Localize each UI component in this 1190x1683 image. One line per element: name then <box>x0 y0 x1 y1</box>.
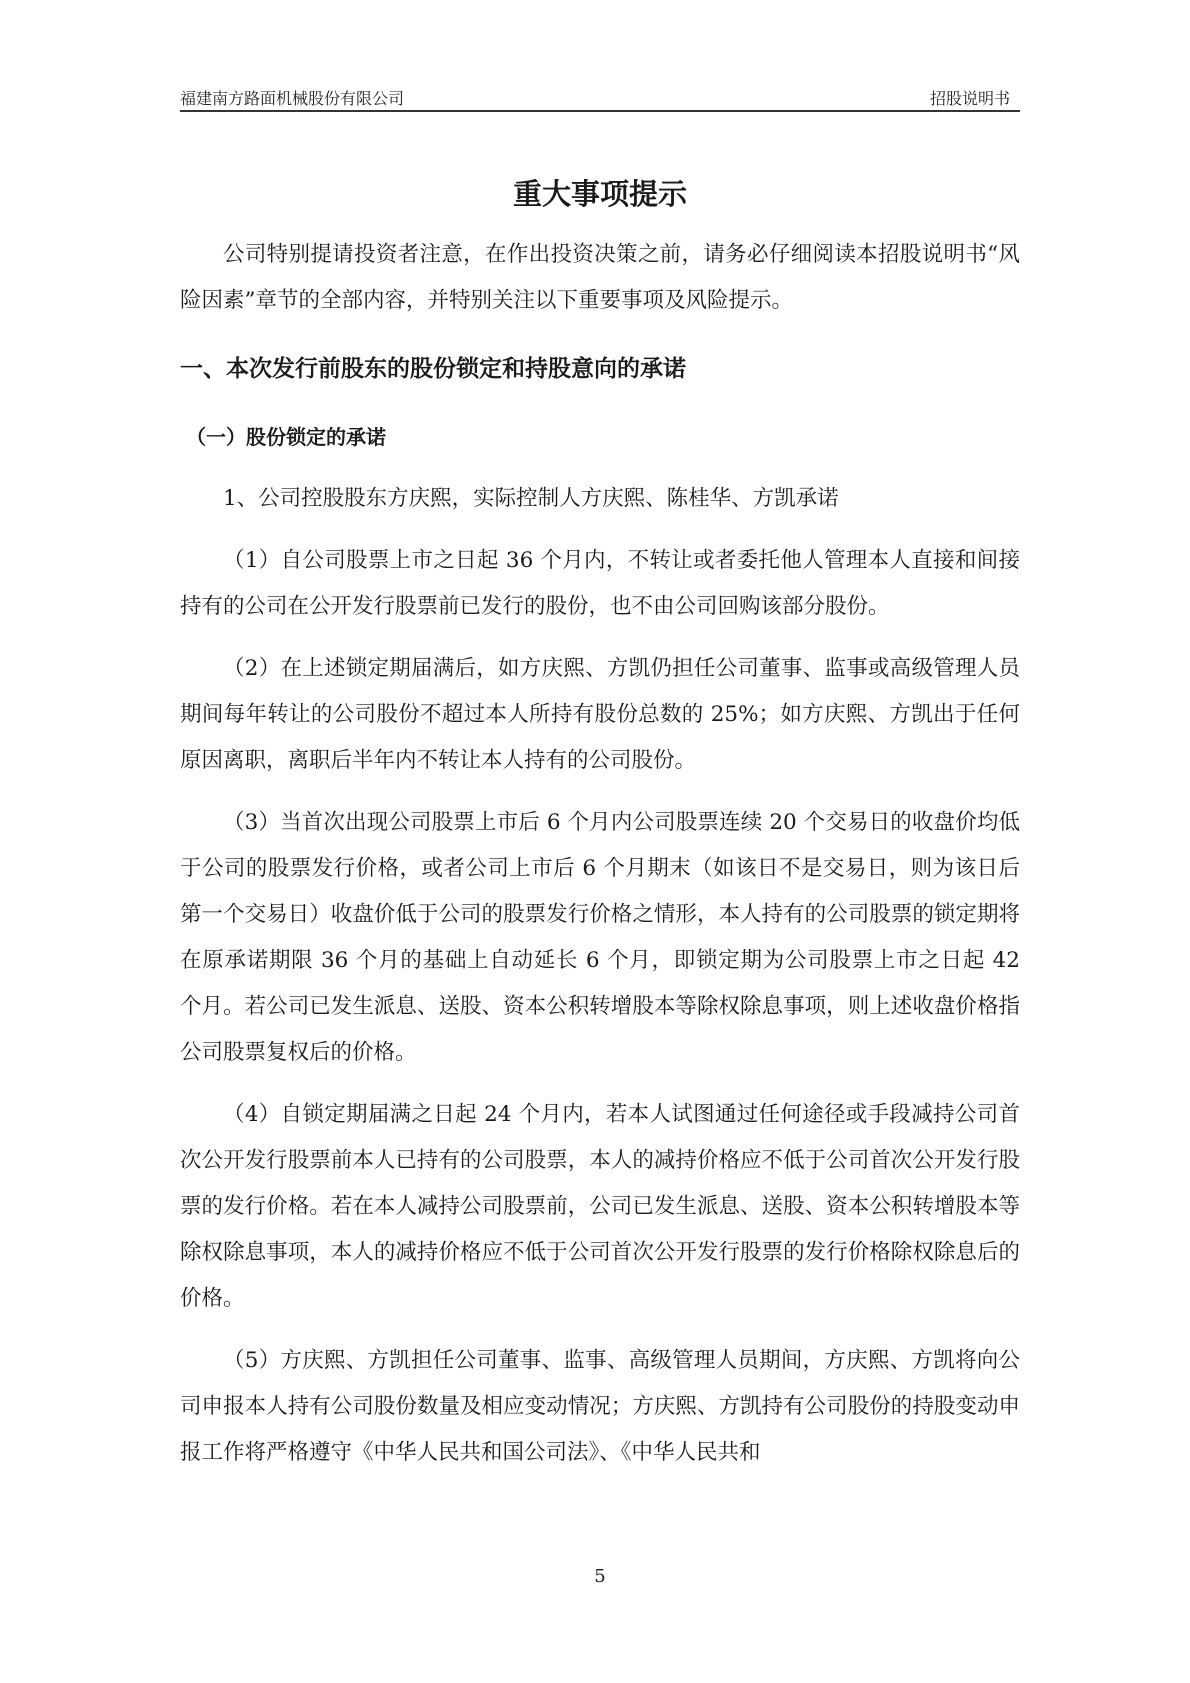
commitment-paragraph-3: （3）当首次出现公司股票上市后 6 个月内公司股票连续 20 个交易日的收盘价均低于公司的股票发行价格，或者公司上市后 6 个月期末（如该日不是交易日，则为该日后第一个交易日）收盘价低于公司的股票发行价格之情形，本人持有的公司股票的锁定期将在原承诺期限 36 个月的基础上自动延长 6 个月，即锁定期为公司股票上市之日起 42 个月。若公司已发生派息、送股、资本公积转增股本等除权除息事项，则上述收盘价格指公司股票复权后的价格。 <box>180 810 1020 1065</box>
section-heading: 一、本次发行前股东的股份锁定和持股意向的承诺 <box>180 356 686 382</box>
commitment-paragraph-5: （5）方庆熙、方凯担任公司董事、监事、高级管理人员期间，方庆熙、方凯将向公司申报本人持有公司股份数量及相应变动情况；方庆熙、方凯持有公司股份的持股变动申报工作将严格遵守《中华人民共和国公司法》、《中华人民共和 <box>180 1348 1020 1465</box>
page-header <box>180 80 1020 112</box>
subsection-heading: （一）股份锁定的承诺 <box>186 425 386 449</box>
page-title: 重大事项提示 <box>512 177 687 211</box>
header-company-name: 福建南方路面机械股份有限公司 <box>180 89 405 108</box>
header-document-type: 招股说明书 <box>929 89 1010 108</box>
intro-paragraph: 公司特别提请投资者注意，在作出投资决策之前，请务必仔细阅读本招股说明书“风险因素”章节的全部内容，并特别关注以下重要事项及风险提示。 <box>180 242 1020 313</box>
page-number: 5 <box>594 1566 606 1587</box>
commitment-paragraph-4: （4）自锁定期届满之日起 24 个月内，若本人试图通过任何途径或手段减持公司首次公开发行股票前本人已持有的公司股票，本人的减持价格应不低于公司首次公开发行股票的发行价格。若在本人减持公司股票前，公司已发生派息、送股、资本公积转增股本等除权除息事项，本人的减持价格应不低于公司首次公开发行股票的发行价格除权除息后的价格。 <box>180 1102 1020 1311</box>
item-heading: 1、公司控股股东方庆熙，实际控制人方庆熙、陈桂华、方凯承诺 <box>223 486 839 511</box>
document-body <box>180 232 1020 1476</box>
commitment-paragraph-2: （2）在上述锁定期届满后，如方庆熙、方凯仍担任公司董事、监事或高级管理人员期间每年转让的公司股份不超过本人所持有股份总数的 25%；如方庆熙、方凯出于任何原因离职，离职后半年内不转让本人持有的公司股份。 <box>180 656 1020 773</box>
commitment-paragraph-1: （1）自公司股票上市之日起 36 个月内，不转让或者委托他人管理本人直接和间接持有的公司在公开发行股票前已发行的股份，也不由公司回购该部分股份。 <box>180 548 1020 619</box>
